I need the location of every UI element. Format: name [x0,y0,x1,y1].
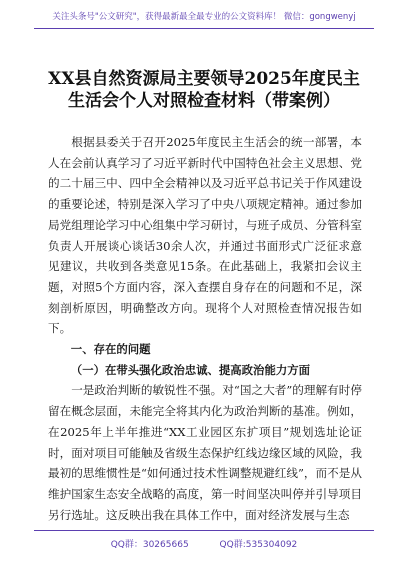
footer-divider [34,530,374,531]
header-divider [34,28,374,29]
header-promo-note: 关注头条号"公文研究"，获得最新最全最专业的公文资料库！ 微信：gongwenyj [52,12,356,22]
footer [0,537,408,550]
intro-paragraph: 根据县委关于召开2025年度民主生活会的统一部署，本人在会前认真学习了习近平新时代中国特色社会主义思想、党的二十届三中、四中全会精神以及习近平总书记关于作风建设的重要论述，特别是深入学习了中央八项规定精神。通过参加局党组理论学习中心组集中学习研讨，与班子成员、分管科室负责人开展谈心谈话30余人次，并通过书面形式广泛征求意见建议，共收到各类意见15条。在此基础上，我紧扣会议主题，对照5个方面内容，深入查摆自身存在的问题和不足，深刻剖析原因，明确整改方向。现将个人对照检查情况报告如下。 [48,135,362,336]
title-line-1: XX县自然资源局主要领导2025年度民主 [48,69,360,89]
body-paragraph-1: 一是政治判断的敏锐性不强。对“国之大者”的理解有时停留在概念层面，未能完全将其内化为政治判断的基准。例如，在2025年上半年推进“XX工业园区东扩项目”规划选址论证时，面对项目可能触及省级生态保护红线边缘区域的风险，我最初的思维惯性是“如何通过技术性调整规避红线”，而不是从维护国家生态安全战略的高度，第一时间坚决叫停并引导项目另行选址。这反映出我在具体工作中，面对经济发展与生态 [48,383,362,522]
footer-qq-group-2: QQ群:535304092 [219,540,298,550]
title-line-2: 生活会个人对照检查材料（带案例） [68,91,340,111]
subsection-heading-1: （一）在带头强化政治忠诚、提高政治能力方面 [70,362,311,377]
document-title [30,68,378,112]
footer-qq-group-1: QQ群：30265665 [110,540,189,550]
section-heading-1: 一、存在的问题 [70,342,151,357]
document-body [48,132,362,525]
